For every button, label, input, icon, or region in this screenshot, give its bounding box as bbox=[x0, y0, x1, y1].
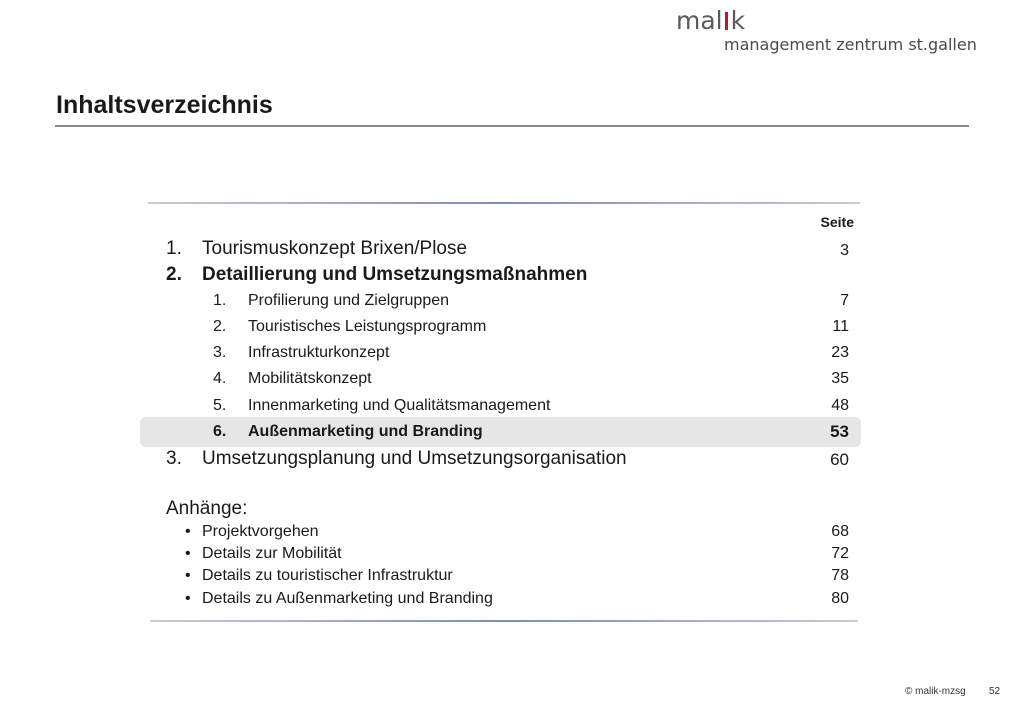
bullet: • bbox=[185, 567, 191, 584]
footer-page-number: 52 bbox=[989, 686, 1001, 697]
toc-entry-page: 60 bbox=[830, 450, 849, 469]
bullet: • bbox=[185, 523, 191, 540]
appendix-item-page: 78 bbox=[831, 567, 849, 584]
appendix-item-page: 68 bbox=[831, 523, 849, 540]
toc-entry-label: Detaillierung und Umsetzungsmaßnahmen bbox=[202, 264, 588, 285]
toc-entry-page: 23 bbox=[831, 344, 849, 361]
toc-bottom-divider bbox=[150, 620, 858, 622]
toc-entry-label: Touristisches Leistungsprogramm bbox=[248, 318, 487, 335]
page-column-header: Seite bbox=[820, 214, 854, 230]
appendix-item-label: Details zu touristischer Infrastruktur bbox=[202, 567, 453, 584]
toc-entry-number: 3. bbox=[166, 448, 182, 469]
logo-red-bar bbox=[725, 12, 728, 30]
toc-entry-number: 1. bbox=[213, 292, 227, 309]
toc-entry-label: Profilierung und Zielgruppen bbox=[248, 292, 450, 309]
toc-entry-number: 5. bbox=[213, 397, 227, 414]
toc-entry-page: 48 bbox=[831, 397, 849, 414]
appendix-item-label: Details zur Mobilität bbox=[202, 545, 342, 562]
bullet: • bbox=[185, 590, 191, 607]
toc-entry-page: 7 bbox=[840, 292, 849, 309]
appendix-item-page: 80 bbox=[831, 590, 849, 607]
toc-entry-label: Tourismuskonzept Brixen/Plose bbox=[202, 238, 468, 259]
appendix-item-label: Details zu Außenmarketing und Branding bbox=[202, 590, 493, 607]
toc-entry-number: 6. bbox=[213, 423, 227, 440]
footer-copyright: © malik-mzsg bbox=[905, 686, 966, 697]
appendix-item-label: Projektvorgehen bbox=[202, 523, 319, 540]
page-title: Inhaltsverzeichnis bbox=[56, 91, 273, 119]
logo-tagline: management zentrum st.gallen bbox=[724, 35, 977, 54]
toc-entry-number: 4. bbox=[213, 370, 227, 387]
toc-entry-number: 1. bbox=[166, 238, 182, 259]
appendix-heading: Anhänge: bbox=[166, 498, 248, 519]
toc-entry-label: Innenmarketing und Qualitätsmanagement bbox=[248, 397, 551, 414]
toc-entry-page: 53 bbox=[830, 422, 849, 441]
toc-top-divider bbox=[148, 202, 860, 204]
malik-logo bbox=[676, 6, 745, 35]
toc-entry-number: 3. bbox=[213, 344, 227, 361]
toc-entry-label: Infrastrukturkonzept bbox=[248, 344, 390, 361]
toc-entry-label: Mobilitätskonzept bbox=[248, 370, 372, 387]
title-divider bbox=[55, 125, 969, 127]
toc-entry-label: Außenmarketing und Branding bbox=[248, 423, 483, 440]
logo-brand-right: k bbox=[730, 6, 746, 35]
toc-entry-page: 3 bbox=[840, 242, 849, 259]
toc-entry-number: 2. bbox=[166, 264, 182, 285]
bullet: • bbox=[185, 545, 191, 562]
appendix-item-page: 72 bbox=[831, 545, 849, 562]
toc-entry-page: 11 bbox=[832, 318, 849, 335]
toc-entry-number: 2. bbox=[213, 318, 227, 335]
toc-entry-label: Umsetzungsplanung und Umsetzungsorganisation bbox=[202, 448, 627, 469]
logo-brand-left: mal bbox=[676, 6, 723, 35]
toc-entry-page: 35 bbox=[831, 370, 849, 387]
